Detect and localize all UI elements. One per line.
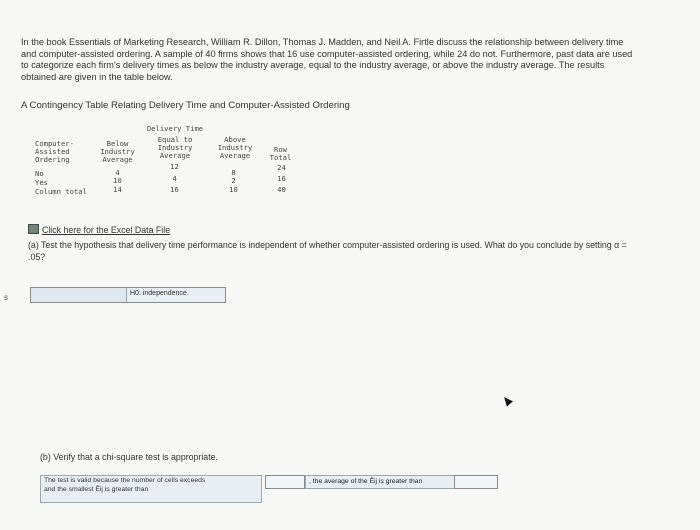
col-header-above: Above Industry Average xyxy=(217,135,253,160)
row-label: Column total xyxy=(35,187,87,196)
question-a: (a) Test the hypothesis that delivery time performance is independent of whether computer-assisted ordering is used. What do you conclude by setting α = .05? xyxy=(28,240,627,262)
answer-b-dropdown[interactable] xyxy=(40,475,262,503)
table-group-header: Delivery Time xyxy=(146,124,204,133)
cell: 4 xyxy=(172,174,177,183)
answer-a-text: H0: independence. xyxy=(130,290,189,297)
cell: 24 xyxy=(277,163,286,172)
answer-b-line2: and the smallest Êij is greater than xyxy=(44,486,149,493)
question-b: (b) Verify that a chi-square test is appropriate. xyxy=(40,452,218,462)
cell: 10 xyxy=(113,176,122,185)
row-label: Yes xyxy=(35,178,48,187)
answer-a-dropdown[interactable] xyxy=(31,288,127,302)
excel-file-icon xyxy=(28,224,39,234)
table-title: A Contingency Table Relating Delivery Time and Computer-Assisted Ordering xyxy=(21,100,350,111)
cells-count-input[interactable] xyxy=(265,475,305,489)
row-label: No xyxy=(35,169,44,178)
answer-b-middle-dropdown[interactable]: , the average of the Êij is greater than xyxy=(305,475,460,489)
col-header-row-total: Row Total xyxy=(269,145,292,162)
cell: 16 xyxy=(170,185,179,194)
excel-data-link[interactable]: Click here for the Excel Data File xyxy=(42,225,171,235)
table-row-header: Computer- Assisted Ordering xyxy=(35,139,74,164)
cell: 8 xyxy=(231,168,236,177)
margin-mark: s xyxy=(4,293,8,302)
problem-intro: In the book Essentials of Marketing Research, William R. Dillon, Thomas J. Madden, and Neil A. Firtle discuss the relationship between delivery time and computer-assisted ordering. A sample of 40 firms shows that 16 use computer-assisted ordering, while 24 do not. Furthermore, past data are used to categorize each firm's delivery times as below the industry average, equal to the industry average, or above the industry average. The results obtained are given in the table below. xyxy=(21,37,633,82)
average-eij-input[interactable] xyxy=(454,475,498,489)
excel-data-link-row[interactable] xyxy=(28,224,170,235)
mouse-cursor-icon xyxy=(501,394,513,406)
cell: 12 xyxy=(170,162,179,171)
cell: 40 xyxy=(277,185,286,194)
answer-b-line1: The test is valid because the number of cells exceeds xyxy=(44,477,206,484)
col-header-equal: Equal to Industry Average xyxy=(157,135,193,160)
cell: 14 xyxy=(113,185,122,194)
cell: 4 xyxy=(115,168,120,177)
cell: 16 xyxy=(277,174,286,183)
col-header-below: Below Industry Average xyxy=(100,139,135,164)
cell: 2 xyxy=(231,176,236,185)
answer-a-field[interactable] xyxy=(30,287,226,303)
cell: 10 xyxy=(229,185,238,194)
